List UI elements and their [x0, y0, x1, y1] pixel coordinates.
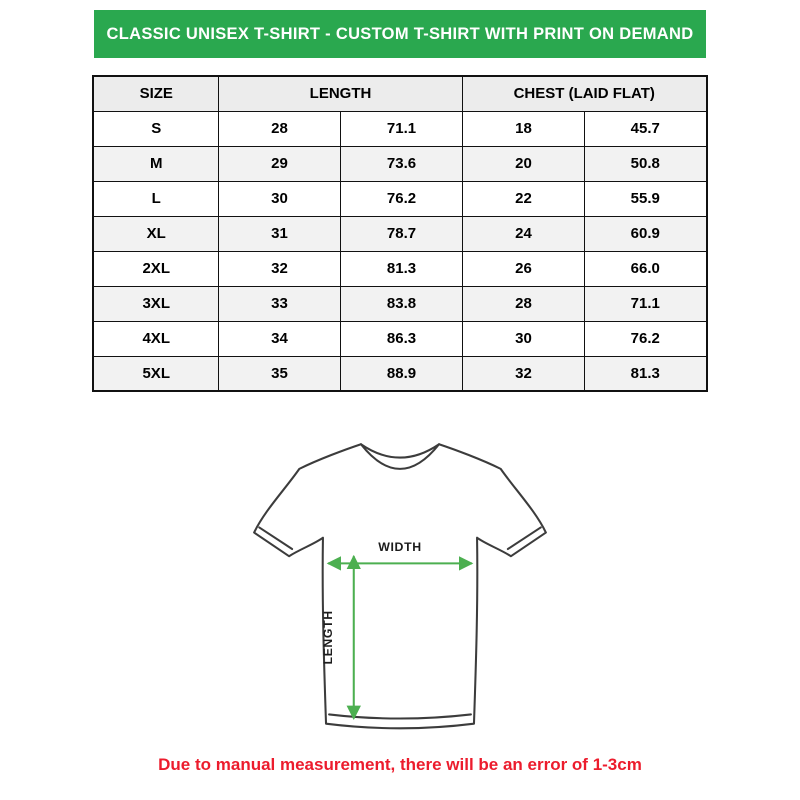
col-header-chest: CHEST (LAID FLAT) [463, 76, 707, 111]
measurement-cell: 76.2 [585, 321, 707, 356]
size-row [93, 146, 706, 181]
measurement-cell: 60.9 [585, 216, 707, 251]
col-header-size: SIZE [93, 76, 218, 111]
size-cell: 4XL [93, 321, 218, 356]
measurement-cell: 81.3 [340, 251, 462, 286]
width-label: WIDTH [378, 540, 422, 555]
measurement-cell: 32 [218, 251, 340, 286]
size-cell: 3XL [93, 286, 218, 321]
measurement-cell: 86.3 [340, 321, 462, 356]
measurement-cell: 22 [463, 181, 585, 216]
tshirt-outline [254, 444, 546, 728]
measurement-cell: 32 [463, 356, 585, 391]
measurement-cell: 81.3 [585, 356, 707, 391]
size-row [93, 216, 706, 251]
measurement-cell: 29 [218, 146, 340, 181]
measurement-cell: 30 [463, 321, 585, 356]
measurement-cell: 26 [463, 251, 585, 286]
banner-title: CLASSIC UNISEX T-SHIRT - CUSTOM T-SHIRT WITH PRINT ON DEMAND [106, 24, 694, 43]
size-row [93, 321, 706, 356]
size-cell: M [93, 146, 218, 181]
measurement-cell: 31 [218, 216, 340, 251]
measurement-cell: 28 [463, 286, 585, 321]
measurement-cell: 71.1 [585, 286, 707, 321]
size-row [93, 251, 706, 286]
measurement-cell: 30 [218, 181, 340, 216]
banner [94, 10, 706, 58]
size-cell: 5XL [93, 356, 218, 391]
measurement-cell: 45.7 [585, 111, 707, 146]
header-row [93, 76, 706, 111]
measurement-note: Due to manual measurement, there will be an error of 1-3cm [158, 755, 642, 774]
measurement-cell: 35 [218, 356, 340, 391]
measurement-cell: 33 [218, 286, 340, 321]
measurement-cell: 78.7 [340, 216, 462, 251]
col-header-length: LENGTH [218, 76, 462, 111]
size-cell: 2XL [93, 251, 218, 286]
measurement-cell: 73.6 [340, 146, 462, 181]
size-row [93, 356, 706, 391]
size-cell: XL [93, 216, 218, 251]
measurement-cell: 24 [463, 216, 585, 251]
measurement-cell: 50.8 [585, 146, 707, 181]
size-cell: L [93, 181, 218, 216]
tshirt-diagram-svg [245, 436, 555, 736]
measurement-cell: 83.8 [340, 286, 462, 321]
measurement-cell: 76.2 [340, 181, 462, 216]
measurement-cell: 20 [463, 146, 585, 181]
measurement-cell: 34 [218, 321, 340, 356]
size-chart-table [92, 75, 707, 392]
measurement-cell: 28 [218, 111, 340, 146]
measurement-cell: 18 [463, 111, 585, 146]
measurement-cell: 88.9 [340, 356, 462, 391]
measurement-cell: 71.1 [340, 111, 462, 146]
measurement-cell: 66.0 [585, 251, 707, 286]
measurement-diagram [245, 436, 555, 741]
length-label: LENGTH [321, 610, 336, 665]
measurement-cell: 55.9 [585, 181, 707, 216]
size-cell: S [93, 111, 218, 146]
size-row [93, 286, 706, 321]
size-row [93, 111, 706, 146]
size-row [93, 181, 706, 216]
size-table-body [93, 111, 706, 391]
